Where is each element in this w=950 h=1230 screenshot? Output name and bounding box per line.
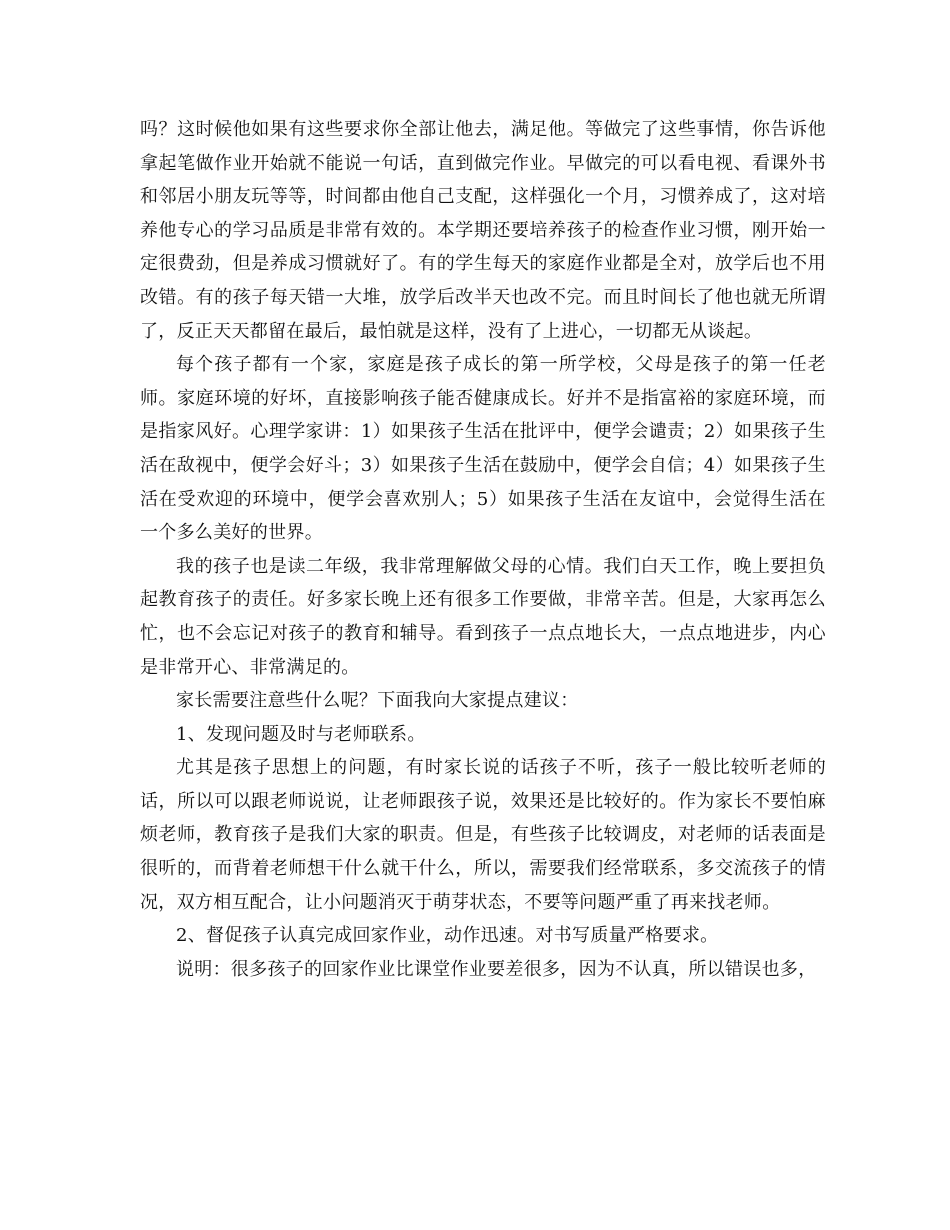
suggestion-heading-1: 1、发现问题及时与老师联系。 [176,723,426,745]
suggestion-heading-2: 2、督促孩子认真完成回家作业，动作迅速。对书写质量严格要求。 [176,925,719,947]
paragraph-contact-teacher: 尤其是孩子思想上的问题，有时家长说的话孩子不听，孩子一般比较听老师的话，所以可以跟老师说说，让老师跟孩子说，效果还是比较好的。作为家长不要怕麻烦老师，教育孩子是我们大家的职责。但是，有些孩子比较调皮，对老师的话表面是很听的，而背着老师想干什么就干什么，所以，需要我们经常联系，多交流孩子的情况，双方相互配合，让小问题消灭于萌芽状态，不要等问题严重了再来找老师。 [140,757,826,913]
paragraph-homework-habits: 吗？这时候他如果有这些要求你全部让他去，满足他。等做完了这些事情，你告诉他拿起笔做作业开始就不能说一句话，直到做完作业。早做完的可以看电视、看课外书和邻居小朋友玩等等，时间都由他自己支配，这样强化一个月，习惯养成了，这对培养他专心的学习品质是非常有效的。本学期还要培养孩子的检查作业习惯，刚开始一定很费劲，但是养成习惯就好了。有的学生每天的家庭作业都是全对，放学后也不用改错。有的孩子每天错一大堆，放学后改半天也改不完。而且时间长了他也就无所谓了，反正天天都留在最后，最怕就是这样，没有了上进心，一切都无从谈起。 [140,119,826,342]
paragraph-family-environment: 每个孩子都有一个家，家庭是孩子成长的第一所学校，父母是孩子的第一任老师。家庭环境的好坏，直接影响孩子能否健康成长。好并不是指富裕的家庭环境，而是指家风好。心理学家讲：1）如果孩子生活在批评中，便学会谴责；2）如果孩子生活在敌视中，便学会好斗；3）如果孩子生活在鼓励中，便学会自信；4）如果孩子生活在受欢迎的环境中，便学会喜欢别人；5）如果孩子生活在友谊中，会觉得生活在一个多么美好的世界。 [140,354,826,544]
paragraph-suggestions-intro: 家长需要注意些什么呢？下面我向大家提点建议： [176,690,579,712]
document-page [140,113,826,986]
paragraph-explanation: 说明：很多孩子的回家作业比课堂作业要差很多，因为不认真，所以错误也多， [176,958,817,980]
paragraph-parent-experience: 我的孩子也是读二年级，我非常理解做父母的心情。我们白天工作，晚上要担负起教育孩子的责任。好多家长晚上还有很多工作要做，非常辛苦。但是，大家再怎么忙，也不会忘记对孩子的教育和辅导。看到孩子一点点地长大，一点点地进步，内心是非常开心、非常满足的。 [140,555,826,678]
